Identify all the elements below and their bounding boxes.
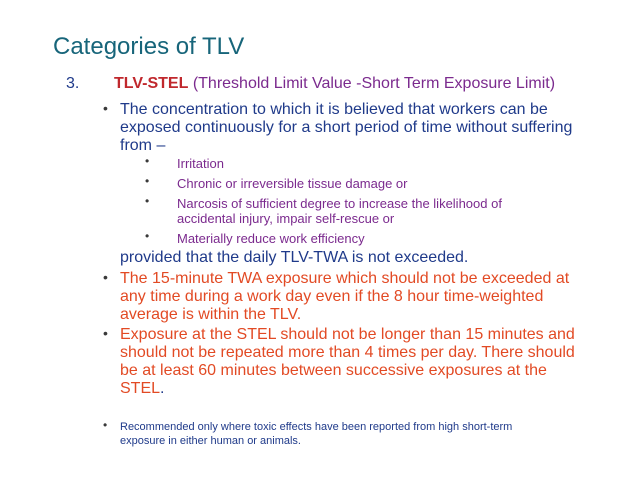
bullet-stel-rules: [103, 325, 575, 398]
text-line: average is within the TLV.: [120, 306, 302, 323]
text-line: accidental injury, impair self-rescue or: [177, 211, 395, 226]
text-line: should not be repeated more than 4 times per day. There should: [120, 344, 575, 361]
text-line: The concentration to which it is believed that workers can be: [120, 101, 548, 118]
text-fragment: .: [160, 380, 165, 397]
section-description: (Threshold Limit Value -Short Term Exposure Limit): [188, 75, 556, 92]
sub-bullet: [145, 194, 502, 226]
section-heading: [66, 75, 555, 93]
bullet-marker: •: [103, 418, 108, 432]
text-line: Chronic or irreversible tissue damage or: [177, 176, 408, 191]
bullet-marker: •: [145, 154, 150, 168]
text-line: exposed continuously for a short period of time without suffering: [120, 119, 573, 136]
text-line: from –: [120, 137, 166, 154]
bullet-marker: •: [145, 194, 150, 208]
bullet-marker: •: [103, 100, 108, 116]
sub-bullet: [145, 154, 224, 171]
text-line: any time during a work day even if the 8 hour time-weighted: [120, 288, 544, 305]
section-term: TLV-STEL: [114, 75, 189, 92]
bullet-marker: •: [145, 229, 150, 243]
proviso-text: provided that the daily TLV-TWA is not exceeded.: [120, 249, 469, 266]
text-line: exposure in either human or animals.: [120, 435, 301, 447]
bullet-definition: [103, 100, 573, 155]
bullet-recommendation: [103, 418, 513, 448]
text-line: Narcosis of sufficient degree to increase the likelihood of: [177, 196, 502, 211]
text-line: Recommended only where toxic effects have been reported from high short-term: [120, 421, 513, 433]
text-line: Irritation: [177, 156, 224, 171]
bullet-marker: •: [103, 325, 108, 341]
text-line: [120, 380, 575, 398]
sub-bullet: [145, 174, 408, 191]
section-number: 3.: [66, 75, 80, 92]
bullet-stel-definition: [103, 269, 570, 324]
text-fragment: STEL: [120, 380, 161, 397]
text-line: be at least 60 minutes between successive exposures at the: [120, 362, 547, 379]
text-line: Exposure at the STEL should not be longer than 15 minutes and: [120, 326, 575, 343]
slide-title: Categories of TLV: [53, 33, 245, 60]
sub-bullet: [145, 229, 365, 246]
text-line: The 15-minute TWA exposure which should not be exceeded at: [120, 270, 570, 287]
text-line: Materially reduce work efficiency: [177, 231, 365, 246]
bullet-marker: •: [103, 269, 108, 285]
bullet-marker: •: [145, 174, 150, 188]
